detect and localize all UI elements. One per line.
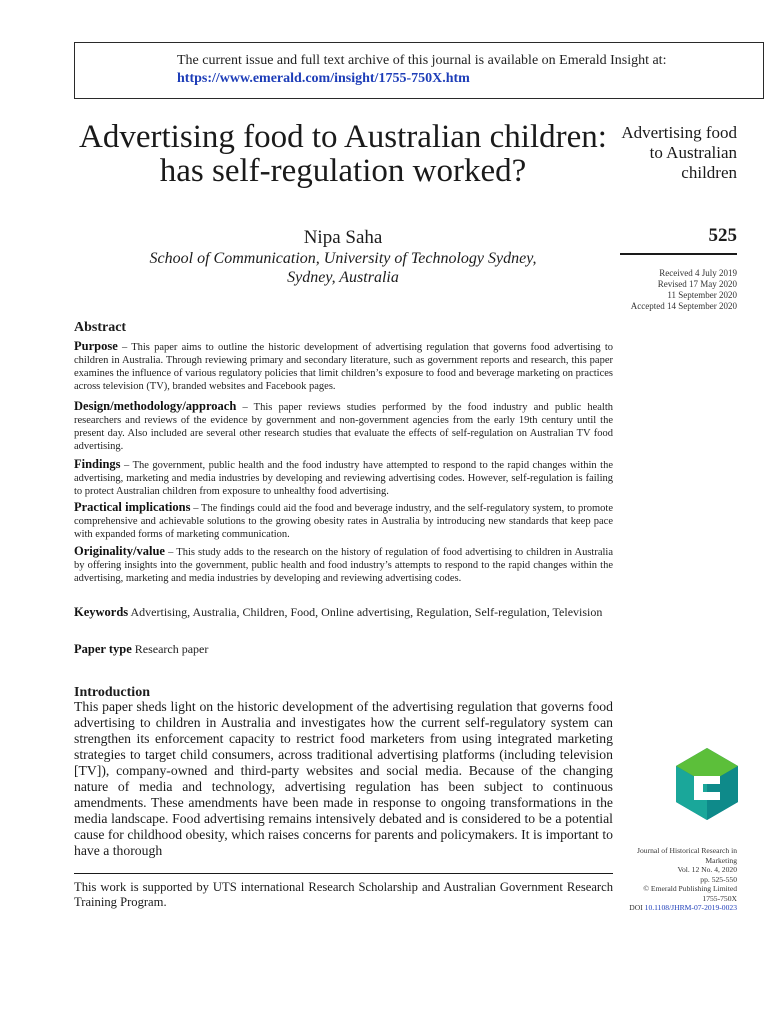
keywords-label: Keywords xyxy=(74,605,129,619)
emerald-logo-icon xyxy=(676,748,738,820)
article-title: Advertising food to Australian children: has self-regulation worked? xyxy=(79,119,607,189)
practical-text: – The findings could aid the food and beverage industry, and the self-regulatory system, to promote comprehensive and achievable solutions to the growing obesity rates in Australia by introducing new standards that keep pace with expanded forms of marketing communication. xyxy=(74,503,614,540)
margin-rule xyxy=(620,253,737,255)
journal-access-box xyxy=(74,42,764,99)
purpose-text: – This paper aims to outline the historic development of advertising regulation that governs food advertising to children in Australia. Through reviewing primary and secondary literature, such as government reports and research, this paper examines the influence of various regulatory policies that limit children’s exposure to food and beverage marketing on practices across television (TV), branded websites and Facebook pages. xyxy=(74,342,613,392)
abstract-practical xyxy=(74,501,613,541)
page-number: 525 xyxy=(708,225,737,246)
journal-info xyxy=(606,846,737,913)
practical-label: Practical implications xyxy=(74,500,191,514)
journal-volume: Vol. 12 No. 4, 2020 xyxy=(677,865,737,874)
journal-pages: pp. 525-550 xyxy=(700,874,737,884)
abstract-purpose xyxy=(74,340,613,393)
paper-type xyxy=(74,642,613,657)
purpose-label: Purpose xyxy=(74,339,118,353)
date-accepted: Accepted 14 September 2020 xyxy=(630,301,737,311)
author-name: Nipa Saha xyxy=(303,227,383,248)
doi-link[interactable]: 10.1108/JHRM-07-2019-0023 xyxy=(644,903,737,912)
design-text: – This paper reviews studies performed by the food industry and public health researchers and reviews of the evidence by government and non-government agencies from the early 19th century until the present day. Also included are several other research studies that evaluate the effects of self-regulation on Australian TV food advertising. xyxy=(74,402,613,452)
footnote-rule xyxy=(74,873,613,874)
abstract-findings xyxy=(74,458,613,498)
journal-publisher: © Emerald Publishing Limited xyxy=(643,884,737,893)
date-received: Received 4 July 2019 xyxy=(659,268,737,278)
funding-footnote: This work is supported by UTS international Research Scholarship and Australian Government Research Training Program. xyxy=(74,880,613,909)
abstract-originality xyxy=(74,545,613,585)
author-affiliation: School of Communication, University of Technology Sydney, Sydney, Australia xyxy=(149,250,537,286)
journal-url-link[interactable]: https://www.emerald.com/insight/1755-750X.htm xyxy=(177,71,470,86)
paper-type-text: Research paper xyxy=(131,642,209,656)
article-dates xyxy=(606,268,737,312)
introduction-heading: Introduction xyxy=(74,685,150,700)
paper-type-label: Paper type xyxy=(74,642,132,656)
date-revised-2: 11 September 2020 xyxy=(667,290,737,300)
design-label: Design/methodology/approach xyxy=(74,399,237,413)
journal-name: Journal of Historical Research in Marketing xyxy=(637,846,737,865)
findings-text: – The government, public health and the food industry have attempted to respond to the rapid changes within the advertising, marketing and media industries by developing and reviewing advertising codes. However, self-regulation is failing to protect Australian children from exposure to unhealthy food advertising. xyxy=(74,460,613,497)
journal-issn: 1755-750X xyxy=(702,893,737,903)
running-head: Advertising food to Australian children xyxy=(621,123,737,182)
originality-text: – This study adds to the research on the history of regulation of food advertising to children in Australia by offering insights into the government, public health and food industry’s attempts to respond to the rapid changes within the advertising, marketing and media industries by developing and reviewing advertising codes. xyxy=(74,547,613,584)
keywords-text: Advertising, Australia, Children, Food, Online advertising, Regulation, Self-regulation, Television xyxy=(128,605,603,619)
abstract-heading: Abstract xyxy=(74,320,127,335)
journal-doi-line xyxy=(606,903,737,913)
doi-label: DOI xyxy=(629,903,643,912)
abstract-design xyxy=(74,400,613,453)
access-notice: The current issue and full text archive of this journal is available on Emerald Insight at: xyxy=(177,53,667,68)
findings-label: Findings xyxy=(74,457,121,471)
introduction-body: This paper sheds light on the historic development of the advertising regulation that governs food advertising to children in Australia and investigates how the current self-regulatory system can strengthen its enforcement capacity to restrict food marketers from using integrated marketing strategies to target child consumers, across traditional advertising platforms (including television [TV]), company-owned and third-party websites and social media. Because of the changing nature of media and technology, advertising regulation has been subject to continuous amendments. These amendments have been made in response to ongoing transformations in the media landscape. Food advertising remains intensively debated and is considered to be a potential cause for childhood obesity, which raises concerns for parents and policymakers. It is important to have a thorough xyxy=(74,699,613,858)
keywords xyxy=(74,604,613,620)
originality-label: Originality/value xyxy=(74,544,165,558)
date-revised: Revised 17 May 2020 xyxy=(657,279,737,289)
